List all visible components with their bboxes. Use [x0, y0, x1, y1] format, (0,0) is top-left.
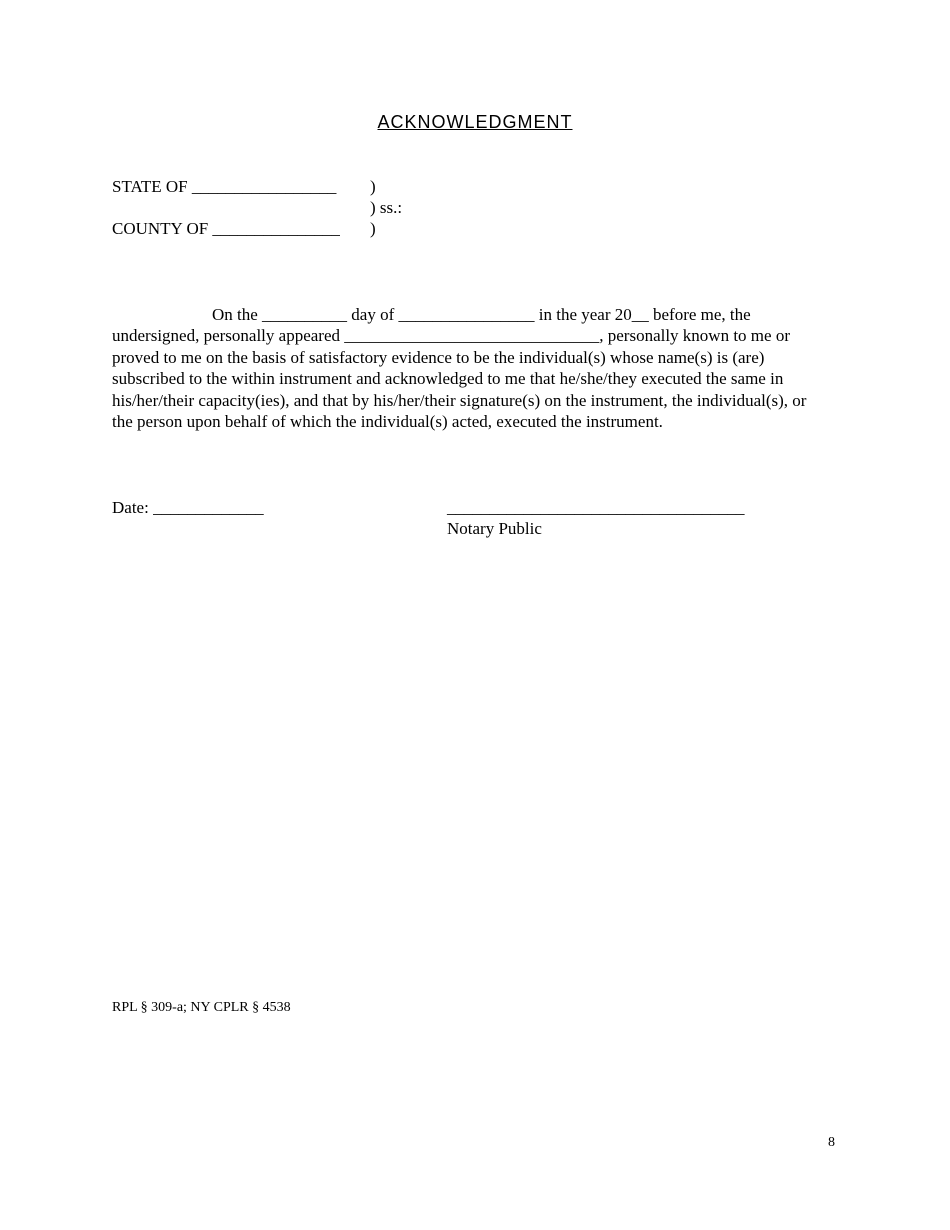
statute-citation: RPL § 309-a; NY CPLR § 4538	[112, 1000, 291, 1015]
page-number: 8	[828, 1135, 835, 1150]
notary-signature-line: ___________________________________	[447, 498, 745, 517]
venue-paren: )	[370, 177, 376, 196]
venue-paren: )	[370, 219, 376, 238]
date-field-label: Date: _____________	[112, 498, 264, 517]
county-of-label: COUNTY OF _______________	[112, 219, 340, 238]
acknowledgment-paragraph: On the __________ day of ________________ in the year 20__ before me, the undersigned, personally appeared ______________________________, personally known to me or proved to me on the basis of satisfactory evidence to be the individual(s) whose name(s) is (are) subscribed to the within instrument and acknowledged to me that he/she/they executed the same in his/her/their capacity(ies), and that by his/her/their signature(s) on the instrument, the individual(s), or the person upon behalf of which the individual(s) acted, executed the instrument.	[112, 305, 807, 432]
notary-public-label: Notary Public	[447, 519, 542, 538]
page-title: ACKNOWLEDGMENT	[377, 112, 573, 132]
ss-label: ) ss.:	[370, 198, 403, 217]
state-of-label: STATE OF _________________	[112, 177, 337, 196]
